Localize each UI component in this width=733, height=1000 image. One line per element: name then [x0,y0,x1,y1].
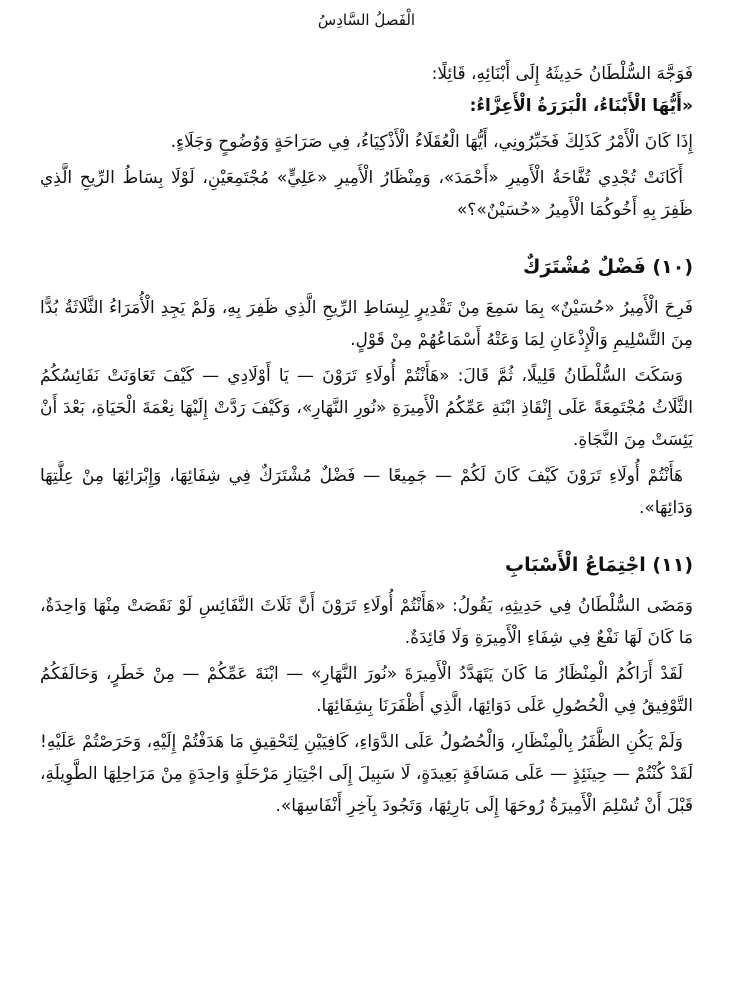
section-body [40,590,693,822]
intro-line: فَوَجَّهَ السُّلْطَانُ حَدِيثَهُ إِلَى أَبْنَائِهِ، قَائِلًا: [431,64,693,84]
intro-block [40,58,693,226]
section-body [40,292,693,524]
paragraph: فَرِحَ الْأَمِيرُ «حُسَيْنٌ» بِمَا سَمِعَ مِنْ تَقْدِيرٍ لِبِسَاطِ الرِّيحِ الَّذِي ظَفِرَ بِهِ، وَلَمْ يَجِدِ الْأُمَرَاءُ الثَّلَاثَةُ بُدًّا مِنَ التَّسْلِيمِ وَالْإِذْعَانِ لِمَا وَعَتْهُ أَسْمَاعُهُمْ مِنْ قَوْلٍ. [40,298,693,350]
paragraph: وَلَمْ يَكُنِ الظَّفَرُ بِالْمِنْظَارِ، وَالْحُصُولُ عَلَى الدَّوَاءِ، كَافِيَيْنِ لِتَحْقِيقِ مَا هَدَفْتُمْ إِلَيْهِ، وَحَرَصْتُمْ عَلَيْهِ! لَقَدْ كُنْتُمْ — حِينَئِذٍ — عَلَى مَسَافَةٍ بَعِيدَةٍ، لَا سَبِيلَ إِلَى اجْتِيَازِ مَرْحَلَةٍ وَاحِدَةٍ مِنْ مَرَاحِلِهَا الطَّوِيلَةِ، قَبْلَ أَنْ تُسْلِمَ الْأَمِيرَةُ رُوحَهَا إِلَى بَارِئِهَا، وَتَجُودَ بِآخِرِ أَنْفَاسِهَا». [40,732,693,816]
section-title: (١١) اجْتِمَاعُ الْأَسْبَابِ [505,554,693,576]
paragraph: وَسَكَتَ السُّلْطَانُ قَلِيلًا، ثُمَّ قَالَ: «هَأَنْتُمْ أُولَاءِ تَرَوْنَ — يَا أَوْلَادِي — كَيْفَ تَعَاوَنَتْ نَفَائِسُكُمُ الثَّلَاثُ مُجْتَمِعَةً عَلَى إِنْقَاذِ ابْنَةِ عَمِّكُمُ الْأَمِيرَةِ «نُورِ النَّهَارِ»، وَكَيْفَ رَدَّتْ إِلَيْهَا نِعْمَةَ الْحَيَاةِ، بَعْدَ أَنْ يَئِسَتْ مِنَ النَّجَاةِ. [40,366,693,450]
paragraph: لَقَدْ أَرَاكُمُ الْمِنْظَارُ مَا كَانَ يَتَهَدَّدُ الْأَمِيرَةَ «نُورَ النَّهَارِ» — ابْنَةَ عَمِّكُمْ — مِنْ خَطَرٍ، وَحَالَفَكُمُ التَّوْفِيقُ فِي الْحُصُولِ عَلَى دَوَائِهَا، الَّذِي أَظْفَرَنَا بِشِفَائِهَا. [40,664,693,716]
address-line: «أَيُّهَا الْأَبْنَاءُ، الْبَرَرَةُ الْأَعِزَّاءُ: [469,96,693,116]
paragraph: هَأَنْتُمْ أُولَاءِ تَرَوْنَ كَيْفَ كَانَ لَكُمْ — جَمِيعًا — فَضْلٌ مُشْتَرَكٌ فِي شِفَائِهَا، وَإِبْرَائِهَا مِنْ عِلَّتِهَا وَدَائِهَا». [40,466,693,518]
paragraph: إِذَا كَانَ الْأَمْرُ كَذَلِكَ فَخَبِّرُونِي، أَيُّهَا الْعُقَلَاءُ الْأَذْكِيَاءُ، فِي صَرَاحَةٍ وَوُضُوحٍ وَجَلَاءٍ. [170,132,693,152]
paragraph: أَكَانَتْ تُجْدِي تُفَّاحَةُ الْأَمِيرِ «أَحْمَدَ»، وَمِنْظَارُ الْأَمِيرِ «عَلِيٍّ» مُجْتَمِعَيْنِ، لَوْلَا بِسَاطُ الرِّيحِ الَّذِي ظَفِرَ بِهِ أَخُوكُمَا الْأَمِيرُ «حُسَيْنٌ»؟» [40,168,693,220]
paragraph: وَمَضَى السُّلْطَانُ فِي حَدِيثِهِ، يَقُولُ: «هَأَنْتُمْ أُولَاءِ تَرَوْنَ أَنَّ ثَلَاثَ النَّفَائِسِ لَوْ نَقَصَتْ مِنْهَا وَاحِدَةٌ، مَا كَانَ لَهَا نَفْعٌ فِي شِفَاءِ الْأَمِيرَةِ وَلَا فَائِدَةٌ. [40,596,693,648]
chapter-header: الْفَصلُ السَّادِسُ [317,11,416,29]
section-title: (١٠) فَضْلٌ مُشْتَرَكٌ [522,256,693,278]
